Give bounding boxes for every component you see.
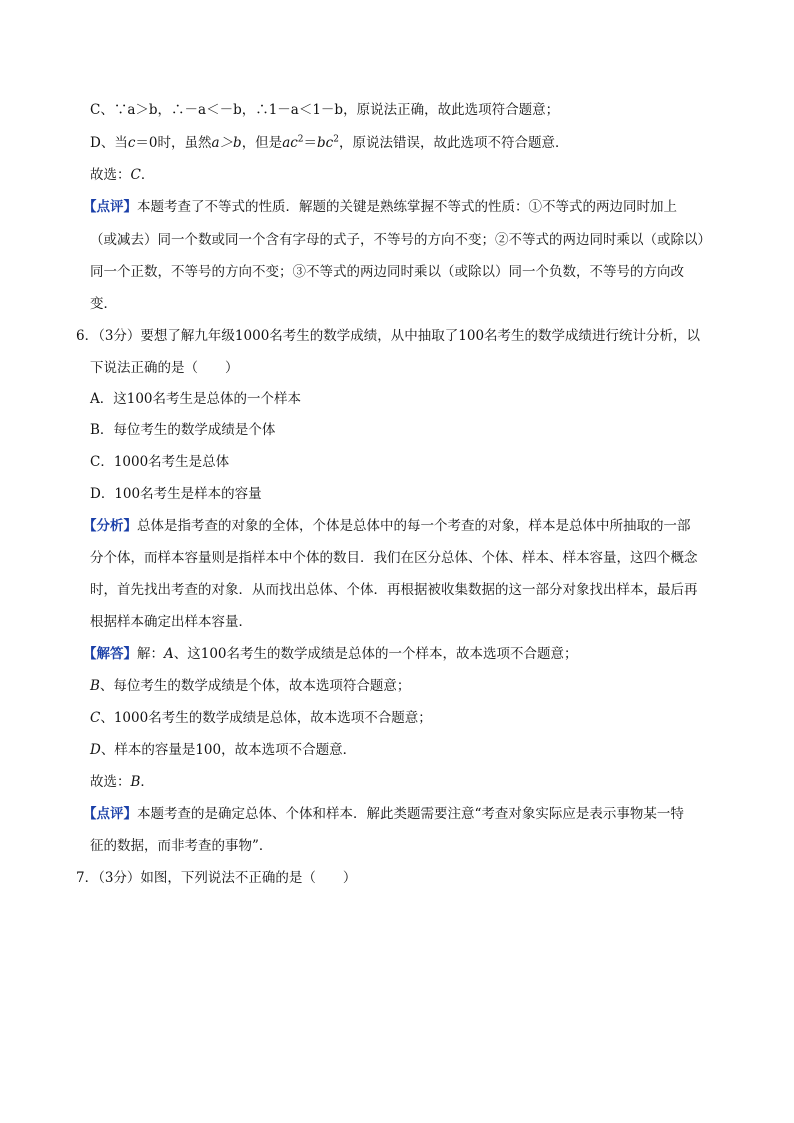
q6-review-tag: 【点评】 (83, 806, 137, 822)
q6-stem-line-1: 6．（3分）要想了解九年级1000名考生的数学成绩，从中抽取了100名考生的数学成绩进行统计分析，以 (76, 328, 701, 344)
analysis-line-2: 分个体，而样本容量则是指样本中个体的数目．我们在区分总体、个体、样本、样本容量，这四个概念 (90, 550, 698, 566)
q7-stem: 7．（3分）如图，下列说法不正确的是（ ） (76, 870, 357, 886)
solution-line-c: C、∵a＞b，∴－a＜－b，∴1－a＜1－b，原说法正确，故此选项符合题意； (90, 102, 560, 118)
q6-stem-line-2: 下说法正确的是（ ） (90, 360, 239, 376)
analysis-tag: 【分析】 (83, 518, 137, 534)
review-line-4: 变． (90, 296, 117, 312)
solution-line-c2: C、1000名考生的数学成绩是总体，故本选项不合题意； (90, 710, 432, 726)
analysis-line-3: 时，首先找出考查的对象．从而找出总体、个体．再根据被收集数据的这一部分对象找出样本，最后再 (90, 582, 698, 598)
analysis-line-4: 根据样本确定出样本容量． (90, 614, 252, 630)
review-line-2: （或减去）同一个数或同一个含有字母的式子，不等号的方向不变；②不等式的两边同时乘以（或除以） (90, 232, 711, 248)
review-line-3: 同一个正数，不等号的方向不变；③不等式的两边同时乘以（或除以）同一个负数，不等号的方向改 (90, 264, 684, 280)
q6-answer-line: 故选：B． (90, 774, 154, 790)
q6-option-a: A．这100名考生是总体的一个样本 (90, 391, 302, 407)
q6-option-d: D．100名考生是样本的容量 (90, 486, 262, 502)
solution-line-b: B、每位考生的数学成绩是个体，故本选项符合题意； (90, 678, 411, 694)
solution-line-a: 【解答】解：A、这100名考生的数学成绩是总体的一个样本，故本选项不合题意； (83, 646, 578, 662)
review-line-1: 【点评】本题考查了不等式的性质．解题的关键是熟练掌握不等式的性质：①不等式的两边同时加上 (83, 199, 677, 215)
solution-tag: 【解答】 (83, 646, 137, 662)
q6-review-line-2: 征的数据，而非考查的事物”． (90, 838, 273, 854)
solution-line-d2: D、样本的容量是100，故本选项不合题意． (90, 742, 357, 758)
answer-line: 故选：C． (90, 167, 155, 183)
analysis-line-1: 【分析】总体是指考查的对象的全体，个体是总体中的每一个考查的对象，样本是总体中所抽取的一部 (83, 518, 691, 534)
q6-option-c: C．1000名考生是总体 (90, 454, 230, 470)
q6-option-b: B．每位考生的数学成绩是个体 (90, 422, 276, 438)
review-tag: 【点评】 (83, 199, 137, 215)
solution-line-d: D、当c＝0时，虽然a＞b，但是$ac^2=bc^2$，原说法错误，故此选项不符合题意． (90, 134, 569, 151)
q6-review-line-1: 【点评】本题考查的是确定总体、个体和样本．解此类题需要注意“考查对象实际应是表示事物某一特 (83, 806, 684, 822)
